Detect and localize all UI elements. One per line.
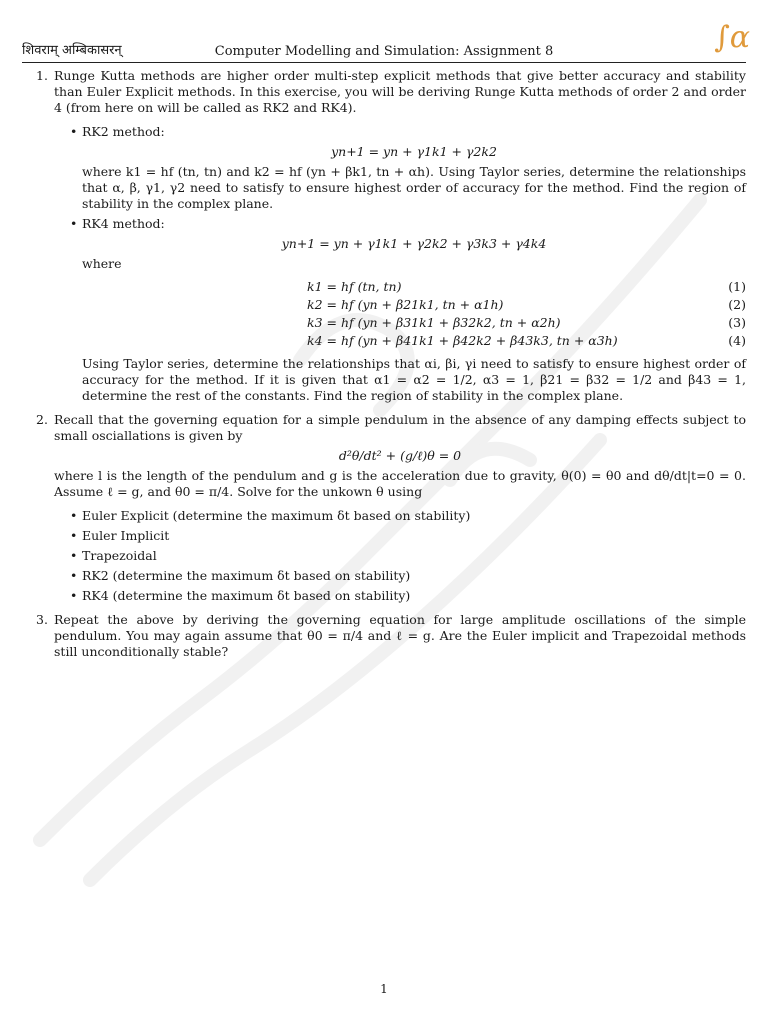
- method-item: • Euler Explicit (determine the maximum δt based on stability): [70, 508, 746, 524]
- page-number: 1: [380, 982, 388, 996]
- method-item: • RK2 (determine the maximum δt based on stability): [70, 568, 746, 584]
- rk4-label: RK4 method:: [82, 216, 165, 231]
- rk2-label: RK2 method:: [82, 124, 165, 139]
- question-1-parts: [54, 124, 746, 404]
- equation-row: [82, 332, 746, 350]
- equation-expression: k4 = hf (yn + β41k1 + β42k2 + β43k3, tn + α3h): [307, 333, 618, 348]
- method-item: • Trapezoidal: [70, 548, 746, 564]
- method-item: • RK4 (determine the maximum δt based on stability): [70, 588, 746, 604]
- method-list: [54, 508, 746, 604]
- equation-row: [82, 278, 746, 296]
- rk2-part: [70, 124, 746, 212]
- equation-row: [82, 296, 746, 314]
- where-text: where: [82, 256, 122, 271]
- question-1: [30, 68, 746, 404]
- pendulum-equation: d²θ/dt² + (g/ℓ)θ = 0: [338, 448, 462, 463]
- rk4-equation-block: [82, 278, 746, 350]
- question-number: 2.: [36, 412, 48, 427]
- method-item: • Euler Implicit: [70, 528, 746, 544]
- question-2-intro: Recall that the governing equation for a simple pendulum in the absence of any damping effects subject to small osciallations is given by: [54, 412, 746, 443]
- rk2-text: where k1 = hf (tn, tn) and k2 = hf (yn + βk1, tn + αh). Using Taylor series, determine the relationships that α, β, γ1, γ2 need to satisfy to ensure highest order of accuracy for the method. Find the region of stability in the complex plane.: [82, 164, 746, 211]
- author-name: शिवराम् अम्बिकासरन्: [22, 43, 122, 58]
- header-rule: [22, 62, 746, 63]
- question-number: 1.: [36, 68, 48, 83]
- question-2-text: where l is the length of the pendulum and g is the acceleration due to gravity, θ(0) = θ0 and dθ/dt|t=0 = 0. Assume ℓ = g, and θ0 = π/4. Solve for the unkown θ using: [54, 468, 746, 499]
- equation-expression: k2 = hf (yn + β21k1, tn + α1h): [307, 297, 504, 312]
- equation-expression: k1 = hf (tn, tn): [307, 279, 402, 294]
- equation-number: (2): [728, 297, 746, 312]
- equation-number: (4): [728, 333, 746, 348]
- page-header: [22, 20, 750, 62]
- assignment-content: [30, 68, 746, 668]
- equation-number: (3): [728, 315, 746, 330]
- rk4-equation: yn+1 = yn + γ1k1 + γ2k2 + γ3k3 + γ4k4: [281, 236, 547, 251]
- question-1-intro: Runge Kutta methods are higher order multi-step explicit methods that give better accuracy and stability than Euler Explicit methods. In this exercise, you will be deriving Runge Kutta methods of order 2 and order 4 (from here on will be called as RK2 and RK4).: [54, 68, 746, 115]
- logo-icon: ∫α: [714, 20, 750, 55]
- question-2: [30, 412, 746, 604]
- question-number: 3.: [36, 612, 48, 627]
- rk4-text: Using Taylor series, determine the relationships that αi, βi, γi need to satisfy to ensure highest order of accuracy for the method. If it is given that α1 = α2 = 1/2, α3 = 1, β21 = β32 = 1/2 and β43 = 1, determine the rest of the constants. Find the region of stability in the complex plane.: [82, 356, 746, 403]
- document-title: Computer Modelling and Simulation: Assignment 8: [214, 44, 554, 59]
- equation-row: [82, 314, 746, 332]
- question-3: [30, 612, 746, 660]
- rk4-part: [70, 216, 746, 404]
- rk2-equation: yn+1 = yn + γ1k1 + γ2k2: [331, 144, 497, 159]
- equation-expression: k3 = hf (yn + β31k1 + β32k2, tn + α2h): [307, 315, 561, 330]
- equation-number: (1): [728, 279, 746, 294]
- question-3-text: Repeat the above by deriving the governing equation for large amplitude oscillations of the simple pendulum. You may again assume that θ0 = π/4 and ℓ = g. Are the Euler implicit and Trapezoidal methods still unconditionally stable?: [54, 612, 746, 659]
